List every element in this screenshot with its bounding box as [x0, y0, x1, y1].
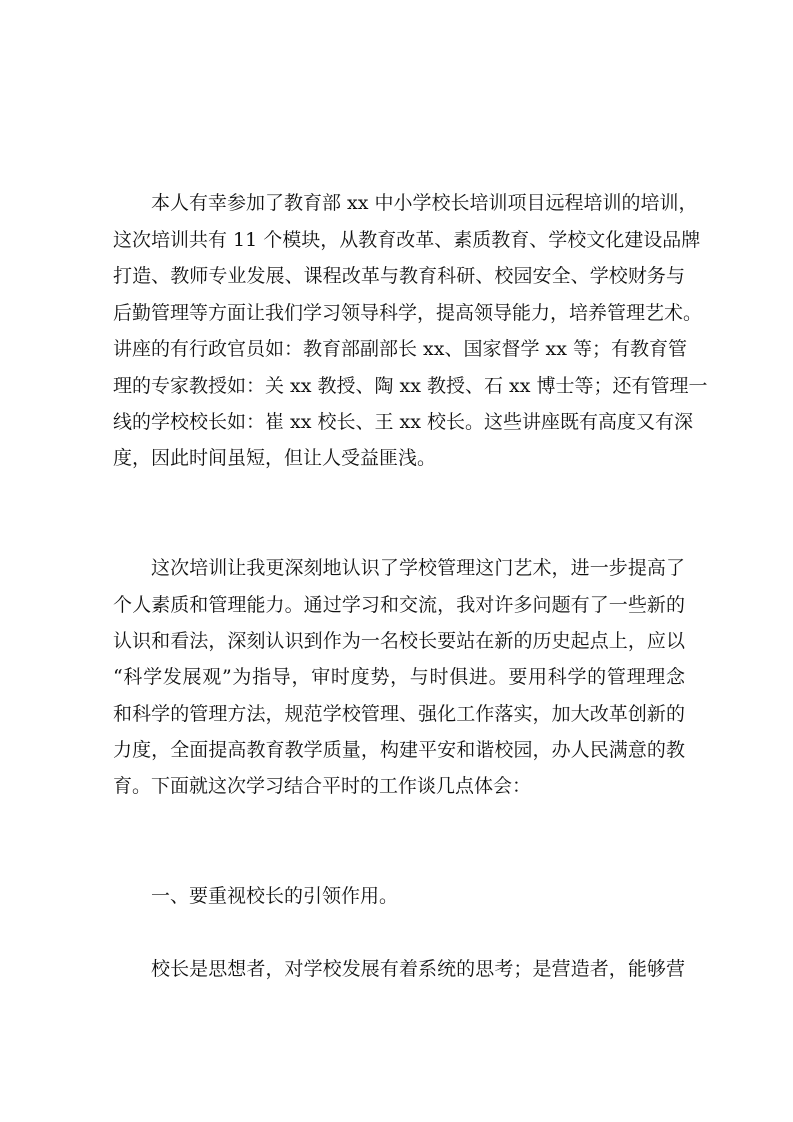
paragraph-1-line: 讲座的有行政官员如：教育部副部长 xx、国家督学 xx 等；有教育管 [113, 338, 687, 360]
paragraph-2-line: “科学发展观”为指导，审时度势，与时俱进。要用科学的管理理念 [113, 666, 685, 688]
paragraph-2-line: 力度，全面提高教育教学质量，构建平安和谐校园，办人民满意的教 [113, 739, 685, 761]
paragraph-2-line: 这次培训让我更深刻地认识了学校管理这门艺术，进一步提高了 [151, 557, 685, 579]
paragraph-1-line: 这次培训共有 11 个模块，从教育改革、素质教育、学校文化建设品牌 [113, 229, 701, 251]
paragraph-2-line: 认识和看法，深刻认识到作为一名校长要站在新的历史起点上，应以 [113, 630, 685, 652]
paragraph-1-line: 线的学校校长如：崔 xx 校长、王 xx 校长。这些讲座既有高度又有深 [113, 411, 694, 433]
paragraph-2-line: 育。下面就这次学习结合平时的工作谈几点体会： [113, 775, 532, 797]
paragraph-2-line: 和科学的管理方法，规范学校管理、强化工作落实，加大改革创新的 [113, 703, 685, 725]
paragraph-1-line: 打造、教师专业发展、课程改革与教育科研、校园安全、学校财务与 [113, 265, 685, 287]
paragraph-1-line: 本人有幸参加了教育部 xx 中小学校长培训项目远程培训的培训， [151, 192, 698, 214]
paragraph-2-line: 个人素质和管理能力。通过学习和交流，我对许多问题有了一些新的 [113, 594, 685, 616]
paragraph-1-line: 度，因此时间虽短，但让人受益匪浅。 [113, 447, 437, 469]
section-heading: 一、要重视校长的引领作用。 [151, 885, 399, 907]
paragraph-1-line: 理的专家教授如：关 xx 教授、陶 xx 教授、石 xx 博士等；还有管理一 [113, 375, 708, 397]
paragraph-3-line: 校长是思想者，对学校发展有着系统的思考；是营造者，能够营 [151, 958, 685, 980]
paragraph-1-line: 后勤管理等方面让我们学习领导科学，提高领导能力，培养管理艺术。 [113, 302, 703, 324]
